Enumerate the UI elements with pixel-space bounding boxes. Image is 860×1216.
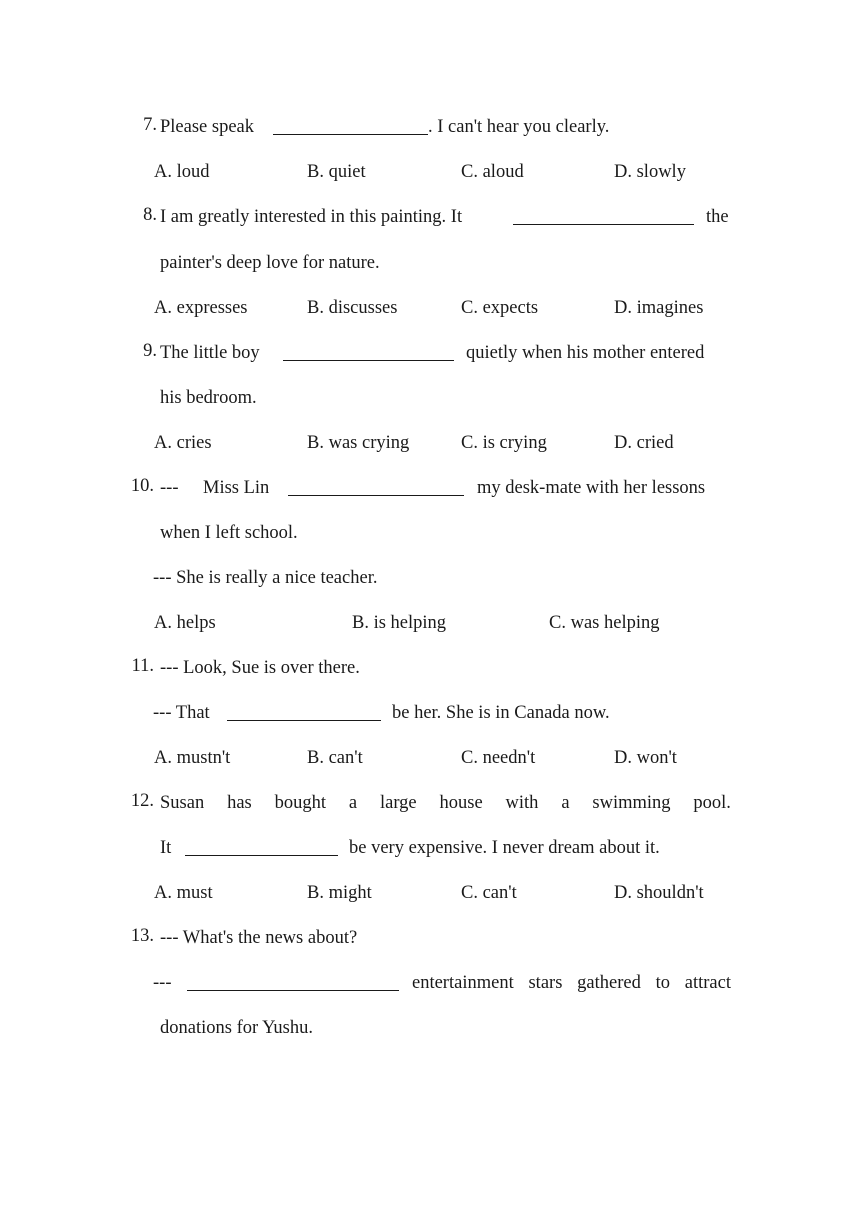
option-a[interactable]: A. loud bbox=[154, 162, 210, 182]
option-d[interactable]: D. cried bbox=[614, 433, 674, 453]
option-a[interactable]: A. expresses bbox=[154, 298, 248, 318]
option-a[interactable]: A. must bbox=[154, 883, 213, 903]
answer-blank[interactable] bbox=[513, 224, 694, 225]
answer-blank[interactable] bbox=[187, 990, 399, 991]
dialogue-dash: --- bbox=[153, 973, 172, 993]
question-text: . I can't hear you clearly. bbox=[428, 117, 610, 137]
question-text: painter's deep love for nature. bbox=[160, 253, 380, 273]
word: a bbox=[348, 793, 358, 813]
option-c[interactable]: C. needn't bbox=[461, 748, 536, 768]
option-a[interactable]: A. cries bbox=[154, 433, 212, 453]
question-text: donations for Yushu. bbox=[160, 1018, 313, 1038]
word: large bbox=[379, 793, 417, 813]
option-d[interactable]: D. imagines bbox=[614, 298, 704, 318]
question-text: be very expensive. I never dream about it. bbox=[349, 838, 660, 858]
option-b[interactable]: B. was crying bbox=[307, 433, 410, 453]
option-c[interactable]: C. expects bbox=[461, 298, 539, 318]
question-text: It bbox=[160, 838, 172, 858]
option-a[interactable]: A. helps bbox=[154, 613, 216, 633]
question-text: my desk-mate with her lessons bbox=[477, 478, 706, 498]
dialogue-dash: --- bbox=[160, 478, 179, 498]
question-text: when I left school. bbox=[160, 523, 298, 543]
question-text: --- What's the news about? bbox=[160, 928, 358, 948]
question-number: 9. bbox=[143, 341, 157, 361]
question-number: 8. bbox=[143, 205, 157, 225]
justified-line bbox=[160, 791, 731, 815]
answer-blank[interactable] bbox=[227, 720, 381, 721]
option-b[interactable]: B. quiet bbox=[307, 162, 366, 182]
option-c[interactable]: C. aloud bbox=[461, 162, 524, 182]
question-text: Please speak bbox=[160, 117, 255, 137]
question-number: 7. bbox=[143, 115, 157, 135]
option-b[interactable]: B. might bbox=[307, 883, 372, 903]
word: swimming bbox=[592, 793, 671, 813]
answer-blank[interactable] bbox=[273, 134, 428, 135]
question-text: his bedroom. bbox=[160, 388, 257, 408]
question-number: 10. bbox=[130, 476, 154, 496]
question-text: I am greatly interested in this painting. It bbox=[160, 207, 463, 227]
word: house bbox=[439, 793, 483, 813]
answer-blank[interactable] bbox=[288, 495, 464, 496]
question-text: The little boy bbox=[160, 343, 260, 363]
word: bought bbox=[274, 793, 327, 813]
answer-blank[interactable] bbox=[283, 360, 454, 361]
word: has bbox=[227, 793, 252, 813]
word: Susan bbox=[160, 793, 205, 813]
question-text: the bbox=[706, 207, 729, 227]
question-text: entertainment stars gathered to attract bbox=[412, 973, 731, 993]
question-text: quietly when his mother entered bbox=[466, 343, 705, 363]
dialogue-reply: --- That bbox=[153, 703, 210, 723]
word: a bbox=[561, 793, 570, 813]
question-text: be her. She is in Canada now. bbox=[392, 703, 610, 723]
option-d[interactable]: D. won't bbox=[614, 748, 677, 768]
answer-blank[interactable] bbox=[185, 855, 338, 856]
question-text: Miss Lin bbox=[203, 478, 270, 498]
option-b[interactable]: B. is helping bbox=[352, 613, 447, 633]
question-number: 13. bbox=[130, 926, 154, 946]
word: pool. bbox=[693, 793, 731, 813]
question-number: 11. bbox=[131, 656, 154, 676]
option-c[interactable]: C. can't bbox=[461, 883, 517, 903]
option-b[interactable]: B. can't bbox=[307, 748, 363, 768]
dialogue-reply: --- She is really a nice teacher. bbox=[153, 568, 378, 588]
option-a[interactable]: A. mustn't bbox=[154, 748, 231, 768]
option-d[interactable]: D. slowly bbox=[614, 162, 686, 182]
option-c[interactable]: C. was helping bbox=[549, 613, 660, 633]
option-d[interactable]: D. shouldn't bbox=[614, 883, 704, 903]
option-b[interactable]: B. discusses bbox=[307, 298, 398, 318]
question-number: 12. bbox=[130, 791, 154, 811]
question-text: --- Look, Sue is over there. bbox=[160, 658, 360, 678]
option-c[interactable]: C. is crying bbox=[461, 433, 547, 453]
word: with bbox=[505, 793, 539, 813]
